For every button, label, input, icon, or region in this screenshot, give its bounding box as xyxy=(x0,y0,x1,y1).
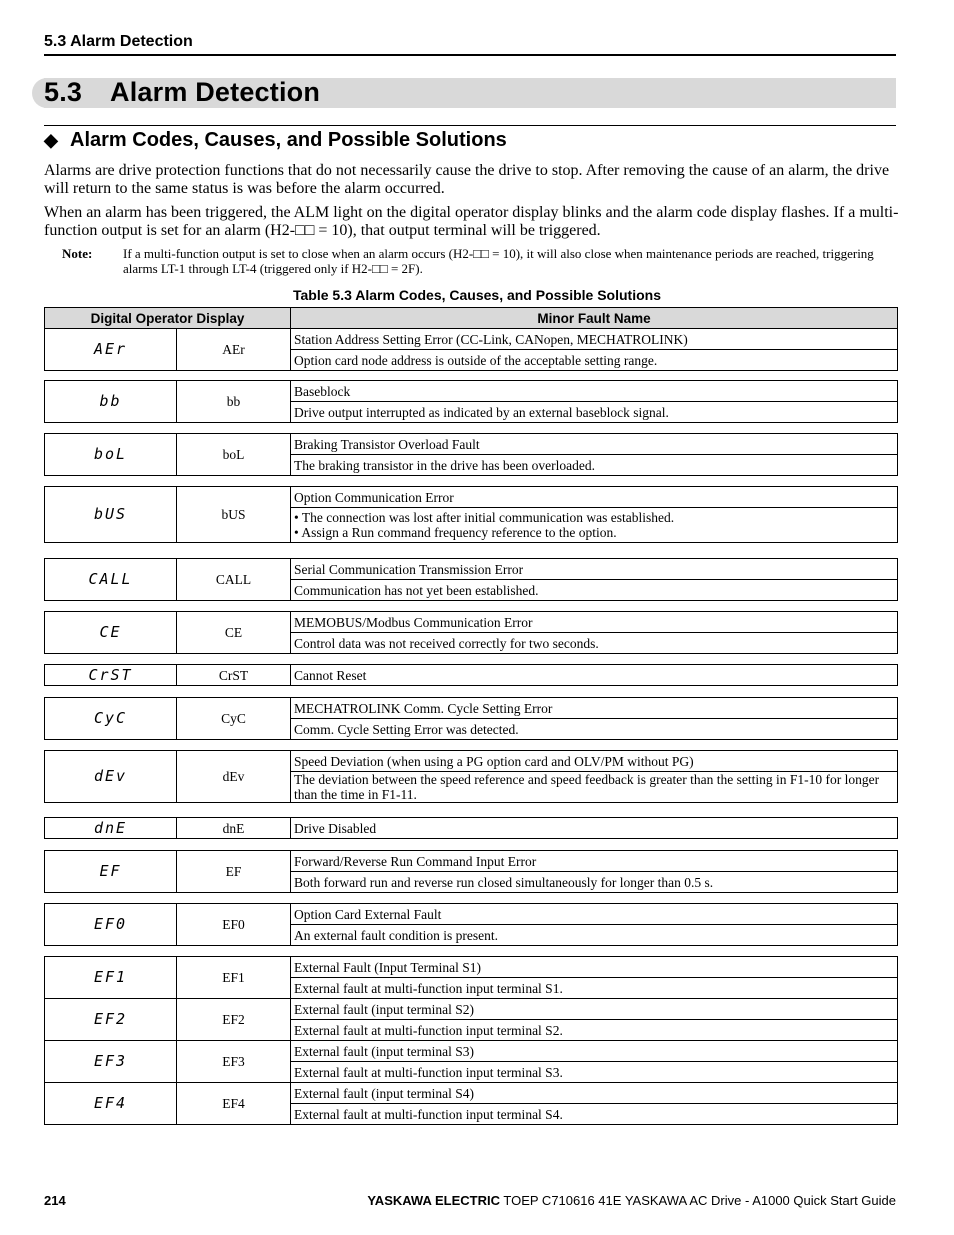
paragraph-1: Alarms are drive protection functions that do not necessarily cause the drive to stop. After removing the cause of an alarm, the drive will return to the same status is was before the alarm occurred. xyxy=(44,162,890,197)
alarm-group xyxy=(44,903,898,946)
section-title xyxy=(44,77,320,108)
operator-display-code: CrST xyxy=(45,665,177,686)
column-header-fault-name: Minor Fault Name xyxy=(291,308,898,329)
minor-fault-name: Option Card External Fault xyxy=(291,904,898,925)
fault-cause: Control data was not received correctly for two seconds. xyxy=(291,633,898,654)
operator-display-code: dEv xyxy=(45,751,177,803)
table-row xyxy=(45,1041,898,1062)
fault-cause xyxy=(291,508,898,543)
alarm-group xyxy=(44,956,898,1125)
fault-cause: Option card node address is outside of the acceptable setting range. xyxy=(291,350,898,371)
minor-fault-name: Station Address Setting Error (CC-Link, CANopen, MECHATROLINK) xyxy=(291,329,898,350)
alarm-group xyxy=(44,328,898,371)
table-row xyxy=(45,487,898,508)
paragraph-2: When an alarm has been triggered, the ALM light on the digital operator display blinks and the alarm code display flashes. If a multi-function output is set for an alarm (H2-□□ = 10), that output terminal will be triggered. xyxy=(44,204,899,239)
fault-cause: The braking transistor in the drive has been overloaded. xyxy=(291,455,898,476)
page-number: 214 xyxy=(44,1193,66,1208)
alarm-code: CyC xyxy=(177,698,291,740)
footer-doc-info xyxy=(367,1193,896,1208)
alarm-code: boL xyxy=(177,434,291,476)
alarm-code: dnE xyxy=(177,818,291,839)
operator-display-code: EF1 xyxy=(45,957,177,999)
alarm-code: CE xyxy=(177,612,291,654)
operator-display-code: AEr xyxy=(45,329,177,371)
minor-fault-name: Baseblock xyxy=(291,381,898,402)
footer-brand: YASKAWA ELECTRIC xyxy=(367,1193,500,1208)
fault-cause: Communication has not yet been established. xyxy=(291,580,898,601)
table-row xyxy=(45,1083,898,1104)
minor-fault-name: Speed Deviation (when using a PG option card and OLV/PM without PG) xyxy=(291,751,898,772)
alarm-code: EF xyxy=(177,851,291,893)
cause-bullet-item: • Assign a Run command frequency reference to the option. xyxy=(294,525,617,540)
operator-display-code: EF xyxy=(45,851,177,893)
table-row xyxy=(45,904,898,925)
section-number: 5.3 xyxy=(44,77,83,107)
alarm-code: EF1 xyxy=(177,957,291,999)
table-row xyxy=(45,851,898,872)
note-label: Note: xyxy=(62,246,93,261)
note-text: If a multi-function output is set to close when an alarm occurs (H2-□□ = 10), it will also close when maintenance periods are reached, triggering alarms LT-1 through LT-4 (triggered only if H2-□□ = 2F). xyxy=(123,246,874,276)
alarm-group xyxy=(44,664,898,686)
table-row xyxy=(45,999,898,1020)
minor-fault-name: Cannot Reset xyxy=(291,665,898,686)
alarm-code: CrST xyxy=(177,665,291,686)
diamond-bullet-icon: ◆ xyxy=(44,130,58,150)
operator-display-code: dnE xyxy=(45,818,177,839)
table-row xyxy=(45,818,898,839)
alarm-group xyxy=(44,380,898,423)
section-title-text: Alarm Detection xyxy=(110,77,321,107)
fault-cause: Both forward run and reverse run closed simultaneously for longer than 0.5 s. xyxy=(291,872,898,893)
subsection-heading xyxy=(44,129,507,152)
table-row xyxy=(45,434,898,455)
table-row xyxy=(45,381,898,402)
alarm-code: CALL xyxy=(177,559,291,601)
minor-fault-name: Option Communication Error xyxy=(291,487,898,508)
alarm-code: dEv xyxy=(177,751,291,803)
operator-display-code: CE xyxy=(45,612,177,654)
subsection-title: Alarm Codes, Causes, and Possible Solutions xyxy=(70,129,507,151)
table-row xyxy=(45,957,898,978)
fault-cause: Drive output interrupted as indicated by an external baseblock signal. xyxy=(291,402,898,423)
operator-display-code: CALL xyxy=(45,559,177,601)
alarm-code: EF3 xyxy=(177,1041,291,1083)
running-header: 5.3 Alarm Detection xyxy=(44,33,193,50)
operator-display-code: EF3 xyxy=(45,1041,177,1083)
minor-fault-name: Drive Disabled xyxy=(291,818,898,839)
column-header-display: Digital Operator Display xyxy=(45,308,291,329)
table-row xyxy=(45,698,898,719)
fault-cause: An external fault condition is present. xyxy=(291,925,898,946)
header-rule xyxy=(44,54,896,56)
operator-display-code: boL xyxy=(45,434,177,476)
fault-cause: Comm. Cycle Setting Error was detected. xyxy=(291,719,898,740)
cause-bullet-item: • The connection was lost after initial communication was established. xyxy=(294,510,675,525)
alarm-group xyxy=(44,850,898,893)
table-row xyxy=(45,751,898,772)
alarm-code: AEr xyxy=(177,329,291,371)
fault-cause: The deviation between the speed reference and speed feedback is greater than the setting in F1-10 for longer than the time in F1-11. xyxy=(291,772,898,803)
minor-fault-name: External fault (input terminal S2) xyxy=(291,999,898,1020)
alarm-group xyxy=(44,558,898,601)
fault-cause: External fault at multi-function input terminal S2. xyxy=(291,1020,898,1041)
minor-fault-name: Forward/Reverse Run Command Input Error xyxy=(291,851,898,872)
minor-fault-name: External fault (input terminal S3) xyxy=(291,1041,898,1062)
fault-cause: External fault at multi-function input terminal S3. xyxy=(291,1062,898,1083)
table-row xyxy=(45,612,898,633)
alarm-code: EF0 xyxy=(177,904,291,946)
alarm-group xyxy=(44,817,898,839)
minor-fault-name: External Fault (Input Terminal S1) xyxy=(291,957,898,978)
table-row xyxy=(45,329,898,350)
table-row xyxy=(45,665,898,686)
operator-display-code: EF2 xyxy=(45,999,177,1041)
alarm-group xyxy=(44,433,898,476)
alarm-code: EF4 xyxy=(177,1083,291,1125)
alarm-group xyxy=(44,486,898,543)
fault-cause: External fault at multi-function input terminal S1. xyxy=(291,978,898,999)
operator-display-code: EF0 xyxy=(45,904,177,946)
operator-display-code: bUS xyxy=(45,487,177,543)
footer-doc-title: TOEP C710616 41E YASKAWA AC Drive - A1000 Quick Start Guide xyxy=(503,1193,896,1208)
alarm-table-header xyxy=(44,307,898,329)
operator-display-code: CyC xyxy=(45,698,177,740)
minor-fault-name: External fault (input terminal S4) xyxy=(291,1083,898,1104)
alarm-group xyxy=(44,611,898,654)
minor-fault-name: Braking Transistor Overload Fault xyxy=(291,434,898,455)
operator-display-code: bb xyxy=(45,381,177,423)
alarm-group xyxy=(44,697,898,740)
alarm-code: bb xyxy=(177,381,291,423)
minor-fault-name: Serial Communication Transmission Error xyxy=(291,559,898,580)
alarm-code: EF2 xyxy=(177,999,291,1041)
fault-cause: External fault at multi-function input terminal S4. xyxy=(291,1104,898,1125)
alarm-code: bUS xyxy=(177,487,291,543)
minor-fault-name: MEMOBUS/Modbus Communication Error xyxy=(291,612,898,633)
section-rule xyxy=(44,125,896,126)
minor-fault-name: MECHATROLINK Comm. Cycle Setting Error xyxy=(291,698,898,719)
table-caption: Table 5.3 Alarm Codes, Causes, and Possible Solutions xyxy=(293,287,661,303)
alarm-group xyxy=(44,750,898,803)
table-row xyxy=(45,559,898,580)
operator-display-code: EF4 xyxy=(45,1083,177,1125)
